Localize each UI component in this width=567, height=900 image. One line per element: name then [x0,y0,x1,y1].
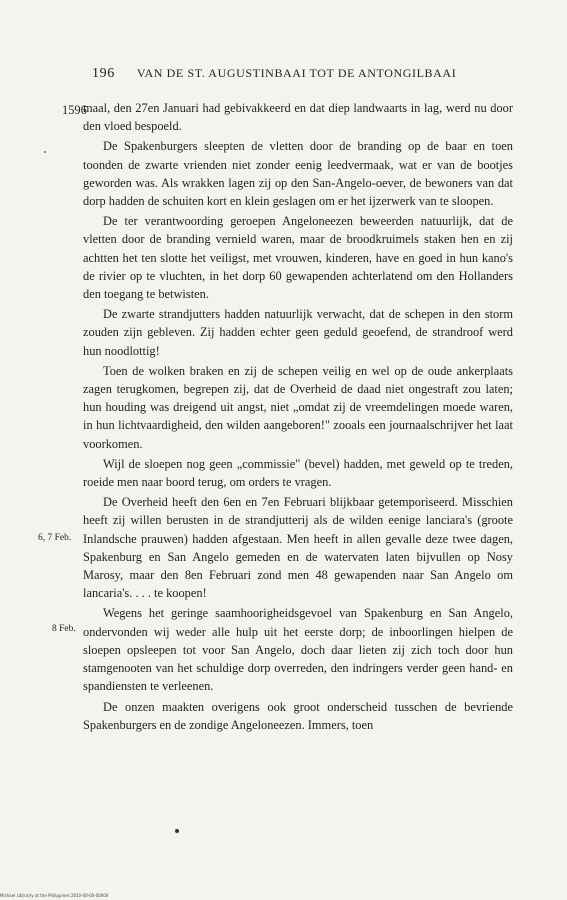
page-number: 196 [92,66,115,81]
paragraph: De ter verantwoording geroepen Angeloneezen beweerden natuurlijk, dat de vletten door de branding vernield waren, maar de broodkruimels staken hen en zij achtten het ten slotte het veiligst, met vrouwen, kinderen, have en goed in hun kano's de rivier op te vluchten, in het dorp 60 gewapenden achterlatend om den Hollanders den toegang te betwisten. [83,214,513,302]
paragraph: Toen de wolken braken en zij de schepen veilig en wel op de oude ankerplaats zagen terugkomen, begrepen zij, dat de Overheid de daad niet ongestraft zou laten; hun houding was dreigend uit angst, niet „omdat zij de vreemdelingen moede waren, in hun lichtvaardigheid, den wilden aangeboren!" zooals een journaalschrijver het laat voorkomen. [83,363,513,451]
running-title: VAN DE ST. AUGUSTINBAAI TOT DE ANTONGILBAAI [136,66,457,80]
paragraph: De onzen maakten overigens ook groot onderscheid tusschen de bevriende Spakenburgers en de zondige Angeloneezen. Immers, toen [83,699,513,732]
paragraph: De Spakenburgers sleepten de vletten door de branding op de baar en toen toonden de zwarte vrienden niet zonder eenig leedvermaak, wat er van de bootjes geworden was. Als wrakken lagen zij op den San-Angelo-oever, de bewoners van dat dorp hadden de schuiten kort en klein geslagen om er het ijzerwerk van te sloopen. [83,139,513,209]
paragraph: Wijl de sloepen nog geen „commissie" (bevel) hadden, met geweld op te treden, roeide men naar boord terug, om orders te vragen. [83,456,513,490]
body-text [83,99,513,736]
paragraph: maal, den 27en Januari had gebivakkeerd en dat diep landwaarts in lag, werd nu door den vloed bespoeld. [83,101,513,134]
paragraph: De Overheid heeft den 6en en 7en Februari blijkbaar getemporiseerd. Misschien heeft zij willen berusten in de strandjutterij als de wilden eenige lanciara's (groote Inlandsche prauwen) hadden afgestaan. Men heeft in allen gevalle deze twee dagen, Spakenburg en San Angelo gemeden en de watervaten laten bijvullen op Nosy Marosy, maar den 8en Februari zond men 48 gewapenden naar San Angelo om lancaria's. . . . te koopen! [83,495,513,601]
ink-dot [175,829,179,833]
margin-note-feb-8: 8 Feb. [52,624,76,634]
paragraph: De zwarte strandjutters hadden natuurlijk verwacht, dat de schepen in den storm zouden zijn gebleven. Zij hadden echter geen geduld geoefend, de strandroof werd hun noodlottig! [83,307,513,358]
running-head [92,66,512,82]
margin-year: 1596 [62,103,87,117]
paragraph: Wegens het geringe saamhoorigheidsgevoel van Spakenburg en San Angelo, ondervonden wij weder alle hulp uit het eerste dorp; de inboorlingen hielpen de sloepen opsleepen tot voor San Angelo, doch daar lieten zij zich toch door hun stamgenooten van het schuldige dorp overreden, den indringers verder geen hand- en spandiensten te verleenen. [83,606,513,694]
margin-note-feb-6-7: 6, 7 Feb. [38,533,72,543]
speck-mark [44,151,46,153]
scan-footer: Michael Lib[ra]ry at the Philippines 2010-00-00-00000 [0,893,109,898]
